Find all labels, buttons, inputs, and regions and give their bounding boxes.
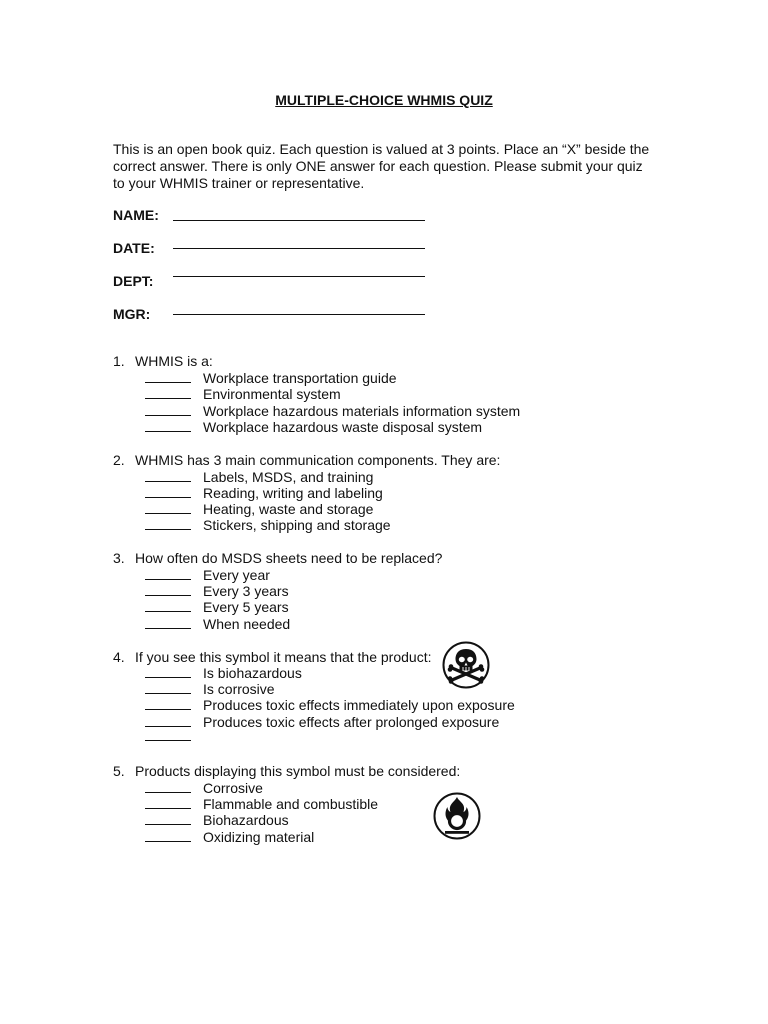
question-number: 3.: [113, 550, 125, 566]
answer-blank[interactable]: [145, 583, 191, 596]
answer-blank[interactable]: [145, 812, 191, 825]
option-label: Biohazardous: [203, 812, 289, 828]
question-text: [113, 550, 442, 566]
answer-option: [145, 501, 373, 517]
answer-option: [145, 469, 373, 485]
question-number: 2.: [113, 452, 125, 468]
question-number: 1.: [113, 353, 125, 369]
answer-option: [145, 370, 397, 386]
option-label: Heating, waste and storage: [203, 501, 374, 517]
answer-option: [145, 599, 289, 615]
instructions: [113, 141, 658, 192]
answer-blank[interactable]: [145, 616, 191, 629]
answer-blank[interactable]: [145, 665, 191, 678]
option-label: Every year: [203, 567, 270, 583]
question-text: [113, 452, 500, 468]
option-label: Is corrosive: [203, 681, 275, 697]
answer-option: [145, 403, 520, 419]
answer-option: [145, 829, 314, 845]
question-prompt: Products displaying this symbol must be considered:: [135, 763, 461, 779]
dept-label: DEPT:: [113, 273, 154, 289]
option-label: Environmental system: [203, 386, 341, 402]
answer-option: [145, 567, 270, 583]
option-label: Workplace transportation guide: [203, 370, 397, 386]
answer-option: [145, 728, 203, 744]
answer-blank[interactable]: [145, 419, 191, 432]
answer-blank[interactable]: [145, 599, 191, 612]
option-label: Workplace hazardous materials information system: [203, 403, 521, 419]
answer-blank[interactable]: [145, 370, 191, 383]
name-field[interactable]: [173, 220, 425, 221]
answer-option: [145, 517, 391, 533]
question-text: [113, 353, 213, 369]
instructions-line: correct answer. There is only ONE answer for each question. Please submit your quiz: [113, 158, 643, 174]
answer-blank[interactable]: [145, 829, 191, 842]
answer-blank[interactable]: [145, 469, 191, 482]
option-label: Produces toxic effects immediately upon exposure: [203, 697, 515, 713]
option-label: Oxidizing material: [203, 829, 315, 845]
answer-option: [145, 485, 383, 501]
answer-option: [145, 681, 275, 697]
mgr-field[interactable]: [173, 314, 425, 315]
answer-blank[interactable]: [145, 403, 191, 416]
answer-blank[interactable]: [145, 485, 191, 498]
answer-option: [145, 386, 341, 402]
flame-over-circle-icon: [433, 792, 481, 840]
option-label: When needed: [203, 616, 291, 632]
answer-blank[interactable]: [145, 386, 191, 399]
answer-blank[interactable]: [145, 714, 191, 727]
answer-option: [145, 616, 290, 632]
answer-option: [145, 665, 302, 681]
answer-blank[interactable]: [145, 517, 191, 530]
date-label: DATE:: [113, 240, 155, 256]
question-text: [113, 649, 431, 665]
question-prompt: How often do MSDS sheets need to be replaced?: [135, 550, 443, 566]
option-label: Labels, MSDS, and training: [203, 469, 374, 485]
instructions-line: This is an open book quiz. Each question is valued at 3 points. Place an “X” beside the: [113, 141, 650, 157]
question-prompt: If you see this symbol it means that the product:: [135, 649, 432, 665]
question-prompt: WHMIS is a:: [135, 353, 213, 369]
answer-option: [145, 419, 482, 435]
answer-option: [145, 812, 289, 828]
answer-option: [145, 697, 515, 713]
option-label: Workplace hazardous waste disposal system: [203, 419, 483, 435]
name-label: NAME:: [113, 207, 159, 223]
dept-field[interactable]: [173, 276, 425, 277]
option-label: Is biohazardous: [203, 665, 302, 681]
skull-crossbones-icon: [442, 641, 490, 689]
option-label: Stickers, shipping and storage: [203, 517, 391, 533]
option-label: Flammable and combustible: [203, 796, 379, 812]
option-label: Corrosive: [203, 780, 263, 796]
answer-blank[interactable]: [145, 567, 191, 580]
answer-blank[interactable]: [145, 780, 191, 793]
option-label: Every 3 years: [203, 583, 289, 599]
instructions-line: to your WHMIS trainer or representative.: [113, 175, 365, 191]
answer-blank[interactable]: [145, 697, 191, 710]
answer-option: [145, 780, 263, 796]
answer-option: [145, 796, 378, 812]
date-field[interactable]: [173, 248, 425, 249]
answer-blank[interactable]: [145, 728, 191, 741]
option-label: Reading, writing and labeling: [203, 485, 383, 501]
answer-blank[interactable]: [145, 501, 191, 514]
answer-blank[interactable]: [145, 796, 191, 809]
question-text: [113, 763, 460, 779]
answer-option: [145, 583, 289, 599]
page-title: MULTIPLE-CHOICE WHMIS QUIZ: [275, 92, 493, 108]
option-label: Every 5 years: [203, 599, 289, 615]
option-label: Produces toxic effects after prolonged exposure: [203, 714, 500, 730]
answer-blank[interactable]: [145, 681, 191, 694]
mgr-label: MGR:: [113, 306, 151, 322]
question-number: 5.: [113, 763, 125, 779]
question-number: 4.: [113, 649, 125, 665]
question-prompt: WHMIS has 3 main communication components. They are:: [135, 452, 501, 468]
